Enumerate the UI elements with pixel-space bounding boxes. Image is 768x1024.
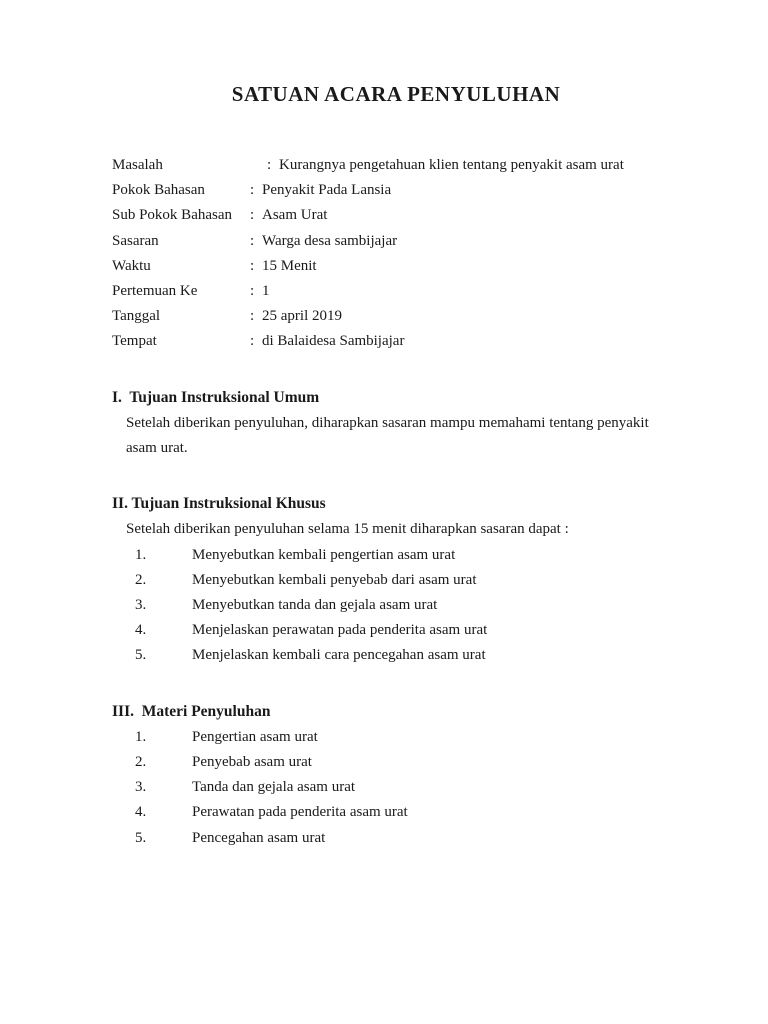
list-item-text: Menyebutkan kembali pengertian asam urat (192, 546, 456, 563)
meta-value: Warga desa sambijajar (262, 232, 398, 249)
meta-row-masalah (112, 153, 680, 178)
list-item-text: Tanda dan gejala asam urat (192, 779, 356, 796)
list-item-text: Menyebutkan kembali penyebab dari asam urat (192, 571, 477, 588)
list-item-text: Pencegahan asam urat (192, 829, 326, 846)
page-title: SATUAN ACARA PENYULUHAN (231, 82, 561, 106)
list-item-number: 1. (135, 728, 147, 745)
meta-label: Pertemuan Ke (112, 283, 198, 300)
meta-row-waktu (112, 254, 680, 279)
meta-value: Penyakit Pada Lansia (262, 182, 392, 199)
list-item-number: 2. (135, 754, 147, 771)
meta-colon: : (250, 308, 255, 325)
list-item (135, 750, 680, 775)
list-item-number: 3. (135, 597, 147, 614)
meta-label: Waktu (112, 257, 151, 274)
list-item (135, 800, 680, 825)
list-item-text: Menjelaskan kembali cara pencegahan asam urat (192, 647, 486, 664)
list-item-number: 5. (135, 647, 147, 664)
list-item (135, 543, 680, 568)
section-materi-penyuluhan (112, 699, 680, 851)
list-item (135, 568, 680, 593)
list-item (135, 618, 680, 643)
meta-block (112, 153, 680, 355)
meta-value: 15 Menit (262, 257, 317, 274)
meta-row-tempat (112, 329, 680, 354)
meta-value: 1 (262, 283, 270, 300)
list-item-number: 3. (135, 779, 147, 796)
list-item (135, 826, 680, 851)
list-item-number: 5. (135, 829, 147, 846)
meta-value: Asam Urat (262, 207, 328, 224)
list-item-text: Perawatan pada penderita asam urat (192, 804, 408, 821)
list-item (135, 725, 680, 750)
list-item-text: Pengertian asam urat (192, 728, 318, 745)
meta-row-sub-pokok-bahasan (112, 203, 680, 228)
section-intro: Setelah diberikan penyuluhan selama 15 menit diharapkan sasaran dapat : (126, 521, 569, 538)
meta-label: Sasaran (112, 232, 159, 249)
section-tujuan-instruksional-umum (112, 385, 680, 462)
meta-row-sasaran (112, 229, 680, 254)
meta-value: di Balaidesa Sambijajar (262, 333, 405, 350)
list-item-text: Penyebab asam urat (192, 754, 312, 771)
list-item (135, 775, 680, 800)
meta-label: Tempat (112, 333, 157, 350)
meta-colon: : (250, 182, 255, 199)
list-item-number: 4. (135, 804, 147, 821)
meta-label: Pokok Bahasan (112, 182, 205, 199)
meta-row-pokok-bahasan (112, 178, 680, 203)
meta-colon: : (250, 333, 255, 350)
list-item-text: Menjelaskan perawatan pada penderita asam urat (192, 622, 488, 639)
meta-colon: : (250, 207, 255, 224)
list-item-text: Menyebutkan tanda dan gejala asam urat (192, 597, 438, 614)
numbered-list (135, 725, 680, 851)
list-item-number: 2. (135, 571, 147, 588)
section-tujuan-instruksional-khusus (112, 491, 680, 668)
section-heading: II. Tujuan Instruksional Khusus (112, 495, 326, 513)
list-item (135, 643, 680, 668)
meta-value: 25 april 2019 (262, 308, 342, 325)
list-item-number: 1. (135, 546, 147, 563)
meta-colon: : (250, 257, 255, 274)
list-item-number: 4. (135, 622, 147, 639)
meta-value: Kurangnya pengetahuan klien tentang penyakit asam urat (279, 157, 624, 173)
meta-label: Masalah (112, 157, 163, 173)
meta-colon: : (250, 232, 255, 249)
numbered-list (135, 543, 680, 669)
meta-label: Sub Pokok Bahasan (112, 207, 232, 224)
section-paragraph: Setelah diberikan penyuluhan, diharapkan sasaran mampu memahami tentang penyakit asam urat. (126, 414, 649, 457)
meta-colon: : (267, 157, 272, 173)
list-item (135, 593, 680, 618)
meta-colon: : (250, 283, 255, 300)
section-heading: I. Tujuan Instruksional Umum (112, 388, 320, 406)
section-heading: III. Materi Penyuluhan (112, 702, 271, 720)
meta-row-tanggal (112, 304, 680, 329)
meta-row-pertemuan-ke (112, 279, 680, 304)
meta-label: Tanggal (112, 308, 161, 325)
